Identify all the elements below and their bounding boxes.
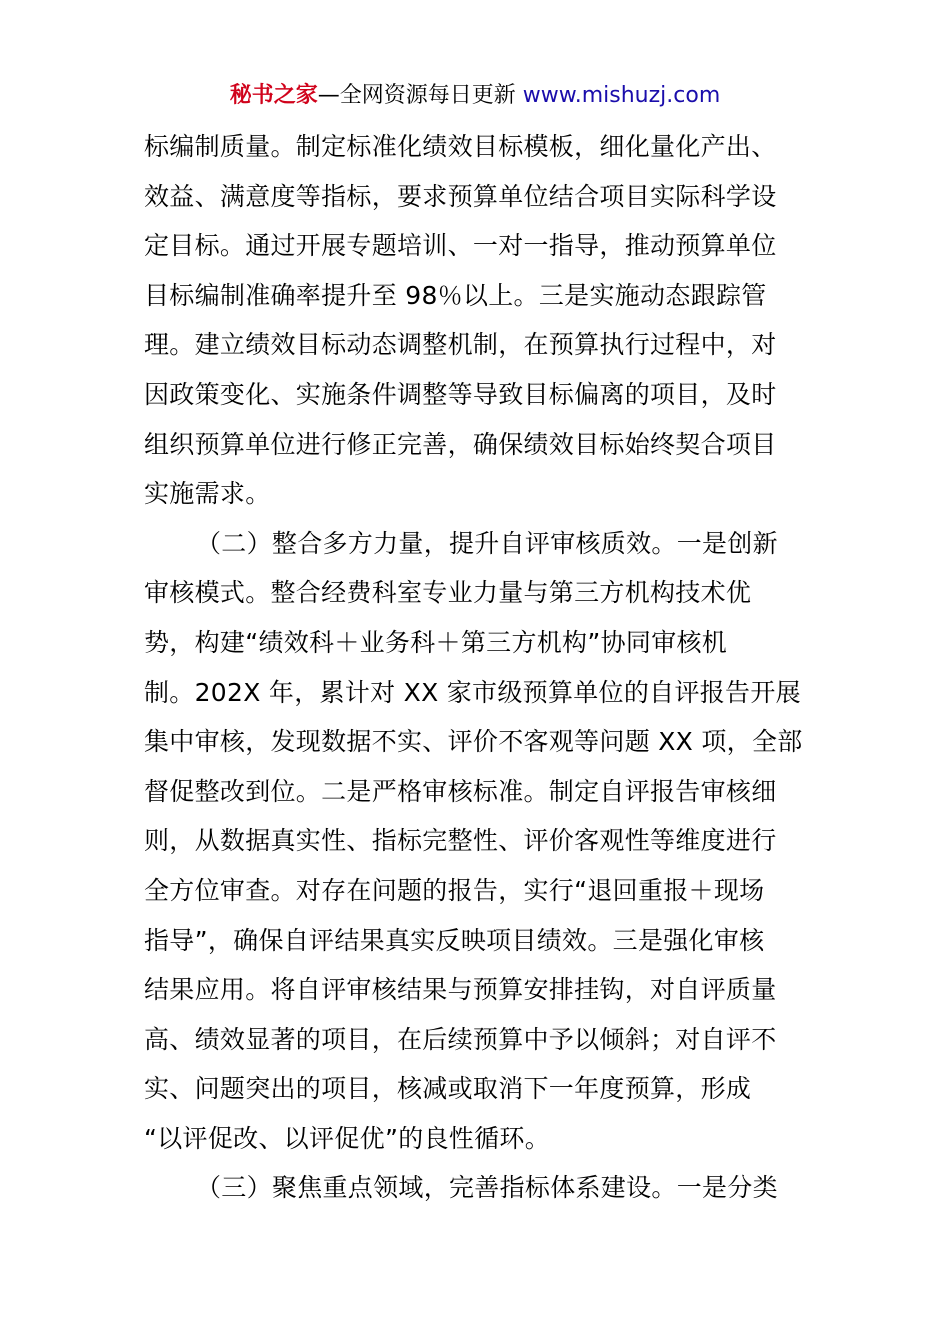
text-line: 指导”，确保自评结果真实反映项目绩效。三是强化审核 (144, 925, 765, 955)
text-line: 势，构建“绩效科＋业务科＋第三方机构”协同审核机 (144, 627, 728, 657)
text-line: 高、绩效显著的项目，在后续预算中予以倾斜；对自评不 (144, 1024, 777, 1054)
text-line: 结果应用。将自评审核结果与预算安排挂钩，对自评质量 (144, 975, 777, 1005)
site-name: 秘书之家 (229, 83, 318, 108)
text-line: 督促整改到位。二是严格审核标准。制定自评报告审核细 (144, 776, 777, 806)
text-line: 制。202X 年，累计对 XX 家市级预算单位的自评报告开展 (144, 677, 801, 707)
text-line: 效益、满意度等指标，要求预算单位结合项目实际科学设 (144, 181, 777, 211)
paragraph-heading-line: （二）整合多方力量，提升自评审核质效。一是创新 (196, 528, 778, 558)
paragraph-heading-line: （三）聚焦重点领域，完善指标体系建设。一是分类 (196, 1173, 778, 1203)
text-line: 目标编制准确率提升至 98％以上。三是实施动态跟踪管 (144, 280, 767, 310)
text-line: 则，从数据真实性、指标完整性、评价客观性等维度进行 (144, 826, 777, 856)
text-line: 实、问题突出的项目，核减或取消下一年度预算，形成 (144, 1074, 752, 1104)
text-line: “以评促改、以评促优”的良性循环。 (144, 1123, 551, 1153)
text-line: 实施需求。 (144, 479, 271, 509)
text-line: 审核模式。整合经费科室专业力量与第三方机构技术优 (144, 578, 752, 608)
site-header (0, 80, 950, 112)
document-body (144, 122, 808, 1213)
text-line: 标编制质量。制定标准化绩效目标模板，细化量化产出、 (144, 132, 777, 161)
text-line: 全方位审查。对存在问题的报告，实行“退回重报＋现场 (144, 875, 765, 905)
text-line: 组织预算单位进行修正完善，确保绩效目标始终契合项目 (144, 429, 777, 459)
text-line: 集中审核，发现数据不实、评价不客观等问题 XX 项，全部 (144, 727, 803, 757)
text-line: 因政策变化、实施条件调整等导致目标偏离的项目，及时 (144, 379, 777, 409)
site-url-link[interactable]: www.mishuzj.com (522, 83, 721, 108)
text-line: 定目标。通过开展专题培训、一对一指导，推动预算单位 (144, 231, 777, 261)
text-line: 理。建立绩效目标动态调整机制，在预算执行过程中，对 (144, 330, 777, 360)
site-tagline: —全网资源每日更新 (317, 83, 523, 108)
